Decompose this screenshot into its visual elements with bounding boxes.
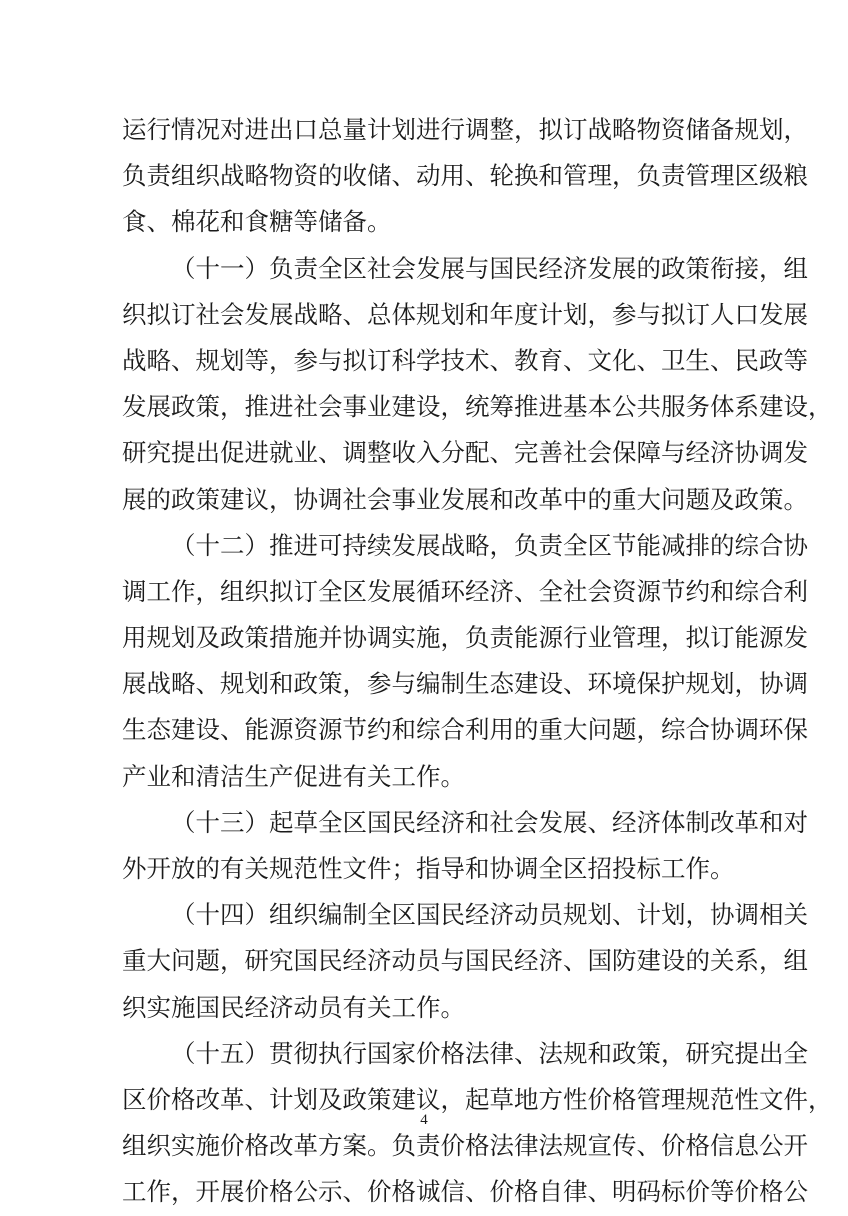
text-line: 产业和清洁生产促进有关工作。	[122, 761, 465, 791]
text-line: （十一）负责全区社会发展与国民经济发展的政策衔接，组	[171, 253, 808, 283]
text-line: 外开放的有关规范性文件；指导和协调全区招投标工作。	[122, 854, 735, 883]
text-line: 工作，开展价格公示、价格诚信、价格自律、明码标价等价格公	[122, 1177, 808, 1207]
text-line: 战略、规划等，参与拟订科学技术、教育、文化、卫生、民政等	[122, 345, 808, 375]
page-number: 4	[420, 1112, 428, 1128]
paragraph-13	[122, 800, 808, 892]
text-line: 重大问题，研究国民经济动员与国民经济、国防建设的关系，组	[122, 946, 808, 976]
text-line: 展战略、规划和政策，参与编制生态建设、环境保护规划，协调	[122, 669, 808, 699]
text-line: 负责组织战略物资的收储、动用、轮换和管理，负责管理区级粮	[122, 161, 808, 191]
text-line: 区价格改革、计划及政策建议，起草地方性价格管理规范性文件，	[122, 1084, 833, 1114]
text-line: 食、棉花和食糖等储备。	[122, 207, 392, 237]
paragraph-14	[122, 892, 808, 1031]
text-line: （十二）推进可持续发展战略，负责全区节能减排的综合协	[171, 530, 808, 560]
paragraph-12	[122, 523, 808, 800]
text-line: 组织实施价格改革方案。负责价格法律法规宣传、价格信息公开	[122, 1131, 808, 1161]
text-line: 运行情况对进出口总量计划进行调整，拟订战略物资储备规划，	[122, 115, 808, 144]
text-line: （十三）起草全区国民经济和社会发展、经济体制改革和对	[171, 807, 808, 837]
paragraph-11	[122, 246, 833, 523]
text-line: 生态建设、能源资源节约和综合利用的重大问题，综合协调环保	[122, 715, 808, 745]
text-line: 发展政策，推进社会事业建设，统筹推进基本公共服务体系建设，	[122, 392, 833, 422]
text-line: 展的政策建议，协调社会事业发展和改革中的重大问题及政策。	[122, 484, 808, 514]
body-text	[122, 107, 833, 1216]
text-line: 用规划及政策措施并协调实施，负责能源行业管理，拟订能源发	[122, 623, 808, 653]
text-line: 研究提出促进就业、调整收入分配、完善社会保障与经济协调发	[122, 438, 808, 468]
text-line: 织实施国民经济动员有关工作。	[122, 992, 465, 1022]
text-line: 调工作，组织拟订全区发展循环经济、全社会资源节约和综合利	[122, 576, 808, 606]
text-line: 织拟订社会发展战略、总体规划和年度计划，参与拟订人口发展	[122, 299, 808, 329]
text-line: （十四）组织编制全区国民经济动员规划、计划，协调相关	[171, 900, 808, 930]
paragraph-1	[122, 107, 808, 246]
text-line: （十五）贯彻执行国家价格法律、法规和政策，研究提出全	[171, 1038, 808, 1068]
